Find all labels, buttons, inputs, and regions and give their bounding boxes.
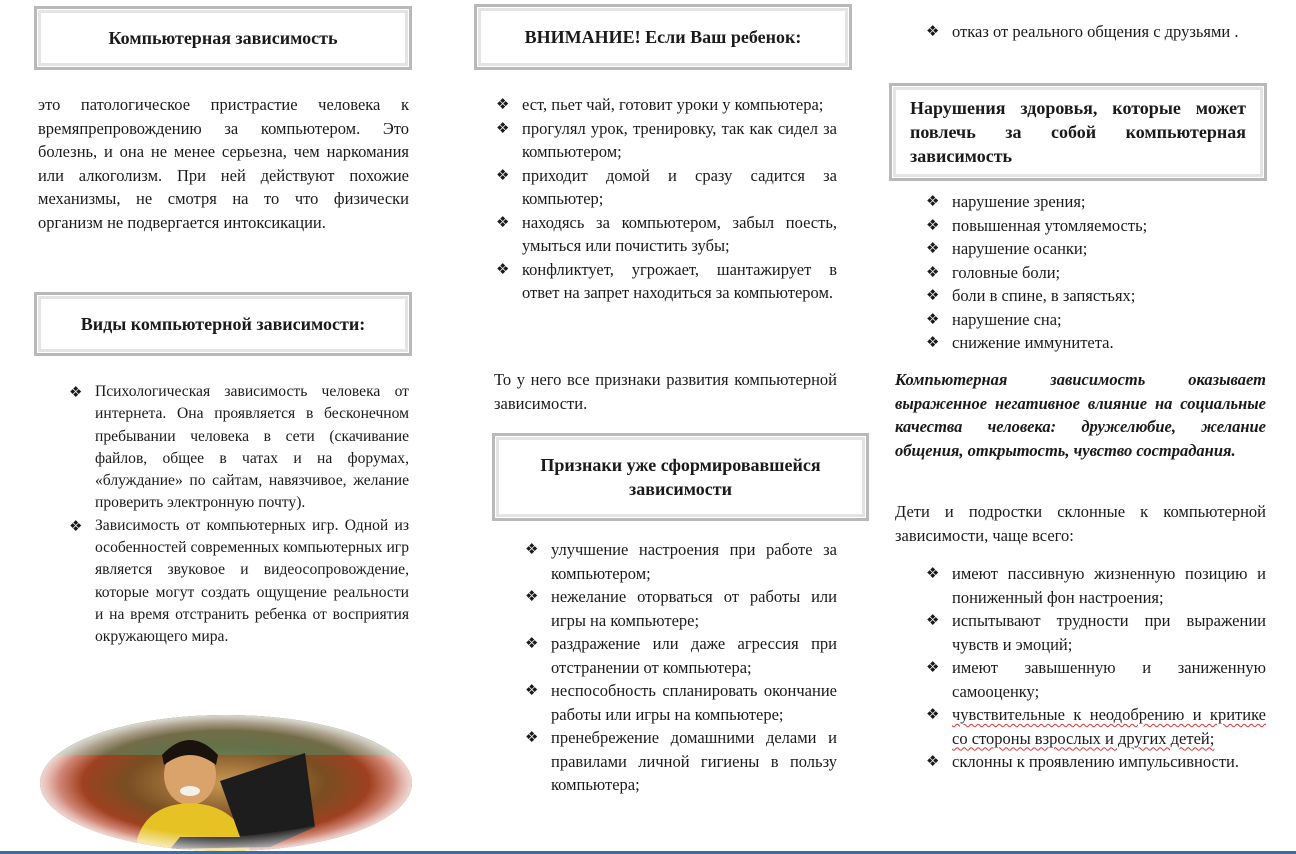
diamond-bullet-icon: ❖ <box>525 728 539 746</box>
list-item: ❖ приходит домой и сразу садится за компьютер; <box>496 165 837 208</box>
list-item: ❖ нарушение зрения; <box>924 190 1266 214</box>
title-formed-signs: Признаки уже сформировавшейся зависимости <box>540 455 821 499</box>
diamond-bullet-icon: ❖ <box>525 587 539 605</box>
diamond-bullet-icon: ❖ <box>926 658 940 676</box>
diamond-bullet-icon: ❖ <box>525 681 539 699</box>
diamond-bullet-icon: ❖ <box>926 286 940 304</box>
title-box-attention <box>474 4 852 70</box>
list-item: ❖ отказ от реального общения с друзьями . <box>924 20 1266 44</box>
list-item: ❖ нежелание оторваться от работы или игры на компьютере; <box>525 587 837 630</box>
title-health: Нарушения здоровья, которые может повлечь за собой компьютерная зависимость <box>910 98 1246 166</box>
title-box-types <box>34 292 412 356</box>
diamond-bullet-icon: ❖ <box>496 118 510 137</box>
diamond-bullet-icon: ❖ <box>496 212 510 231</box>
list-item: ❖ находясь за компьютером, забыл поесть, умыться или почистить зубы; <box>496 212 837 255</box>
list-item: ❖ боли в спине, в запястьях; <box>924 284 1266 308</box>
list-item: ❖ раздражение или даже агрессия при отстранении от компьютера; <box>525 634 837 677</box>
kids-intro-paragraph: Дети и подростки склонные к компьютерной зависимости, чаще всего: <box>895 502 1266 545</box>
list-item: ❖ чувствительные к неодобрению и критике со стороны взрослых и других детей; <box>926 705 1266 748</box>
list-item: ❖ повышенная утомляемость; <box>924 214 1266 238</box>
list-item: ❖ склонны к проявлению импульсивности. <box>924 750 1266 774</box>
list-item: ❖ Зависимость от компьютерных игр. Одной из особенностей современных компьютерных игр является звуковое и видеосопровождение, которые могут создать ощущение реальности и на время отстранить ребенка от восприятия окружающего мира. <box>69 516 409 646</box>
list-item: ❖ нарушение осанки; <box>924 237 1266 261</box>
emphasis-paragraph: Компьютерная зависимость оказывает выраженное негативное влияние на социальные качества человека: дружелюбие, желание общения, открытость, чувство сострадания. <box>895 370 1266 460</box>
attention-list <box>494 93 837 305</box>
diamond-bullet-icon: ❖ <box>926 705 940 723</box>
diamond-bullet-icon: ❖ <box>525 634 539 652</box>
diamond-bullet-icon: ❖ <box>926 333 940 351</box>
kids-list <box>924 562 1266 774</box>
diamond-bullet-icon: ❖ <box>496 259 510 278</box>
title-box-computer-addiction <box>34 6 412 70</box>
diamond-bullet-icon: ❖ <box>926 752 940 770</box>
list-item: ❖ улучшение настроения при работе за компьютером; <box>525 540 837 583</box>
list-item: ❖ снижение иммунитета. <box>924 331 1266 355</box>
list-item: ❖ прогулял урок, тренировку, так как сидел за компьютером; <box>496 118 837 161</box>
list-item: ❖ неспособность спланировать окончание работы или игры на компьютере; <box>525 681 837 724</box>
title-computer-addiction: Компьютерная зависимость <box>108 28 338 48</box>
boy-at-laptop-photo <box>40 715 412 851</box>
diamond-bullet-icon: ❖ <box>926 192 940 210</box>
diamond-bullet-icon: ❖ <box>926 564 940 582</box>
list-item: ❖ имеют пассивную жизненную позицию и пониженный фон настроения; <box>926 564 1266 607</box>
diamond-bullet-icon: ❖ <box>69 383 83 401</box>
diamond-bullet-icon: ❖ <box>926 611 940 629</box>
list-item: ❖ ест, пьет чай, готовит уроки у компьютера; <box>494 93 837 117</box>
list-item: ❖ имеют завышенную и заниженную самооценку; <box>926 658 1266 701</box>
title-attention: ВНИМАНИЕ! Если Ваш ребенок: <box>524 27 802 47</box>
list-item: ❖ конфликтует, угрожает, шантажирует в ответ на запрет находиться за компьютером. <box>496 259 837 302</box>
boy-at-laptop-illustration <box>40 715 412 851</box>
intro-paragraph <box>38 93 409 234</box>
diamond-bullet-icon: ❖ <box>496 95 510 113</box>
title-types: Виды компьютерной зависимости: <box>80 314 366 334</box>
diamond-bullet-icon: ❖ <box>525 540 539 558</box>
diamond-bullet-icon: ❖ <box>926 215 940 234</box>
title-box-health <box>889 83 1267 181</box>
diamond-bullet-icon: ❖ <box>926 239 940 257</box>
health-list <box>924 190 1266 355</box>
diamond-bullet-icon: ❖ <box>926 309 940 328</box>
diamond-bullet-icon: ❖ <box>926 22 940 40</box>
top-continuation-list <box>924 20 1266 44</box>
list-item: ❖ нарушение сна; <box>924 308 1266 332</box>
intro-text: это патологическое пристрастие человека к времяпрепровождению за компьютером. Это болезнь, и она не менее серьезна, чем наркомания или алкоголизм. При ней действуют похожие механизмы, не смотря на то что физически организм не подвергается интоксикации. <box>38 95 409 232</box>
types-list <box>67 381 409 649</box>
diamond-bullet-icon: ❖ <box>496 165 510 184</box>
formed-signs-list <box>523 538 837 797</box>
attention-note: То у него все признаки развития компьютерной зависимости. <box>494 370 837 413</box>
list-item: ❖ Психологическая зависимость человека от интернета. Она проявляется в бесконечном пребывании человека в сети (скачивание файлов, общее в чатах и на форумах, «блуждание» по сайтам, навязчивое, желание проверить электронную почту). <box>69 383 409 512</box>
diamond-bullet-icon: ❖ <box>69 516 83 535</box>
list-item: ❖ испытывают трудности при выражении чувств и эмоций; <box>926 611 1266 654</box>
list-item: ❖ пренебрежение домашними делами и правилами личной гигиены в пользу компьютера; <box>525 728 837 794</box>
diamond-bullet-icon: ❖ <box>926 262 940 281</box>
title-box-formed-signs <box>492 433 869 521</box>
list-item: ❖ головные боли; <box>924 261 1266 285</box>
